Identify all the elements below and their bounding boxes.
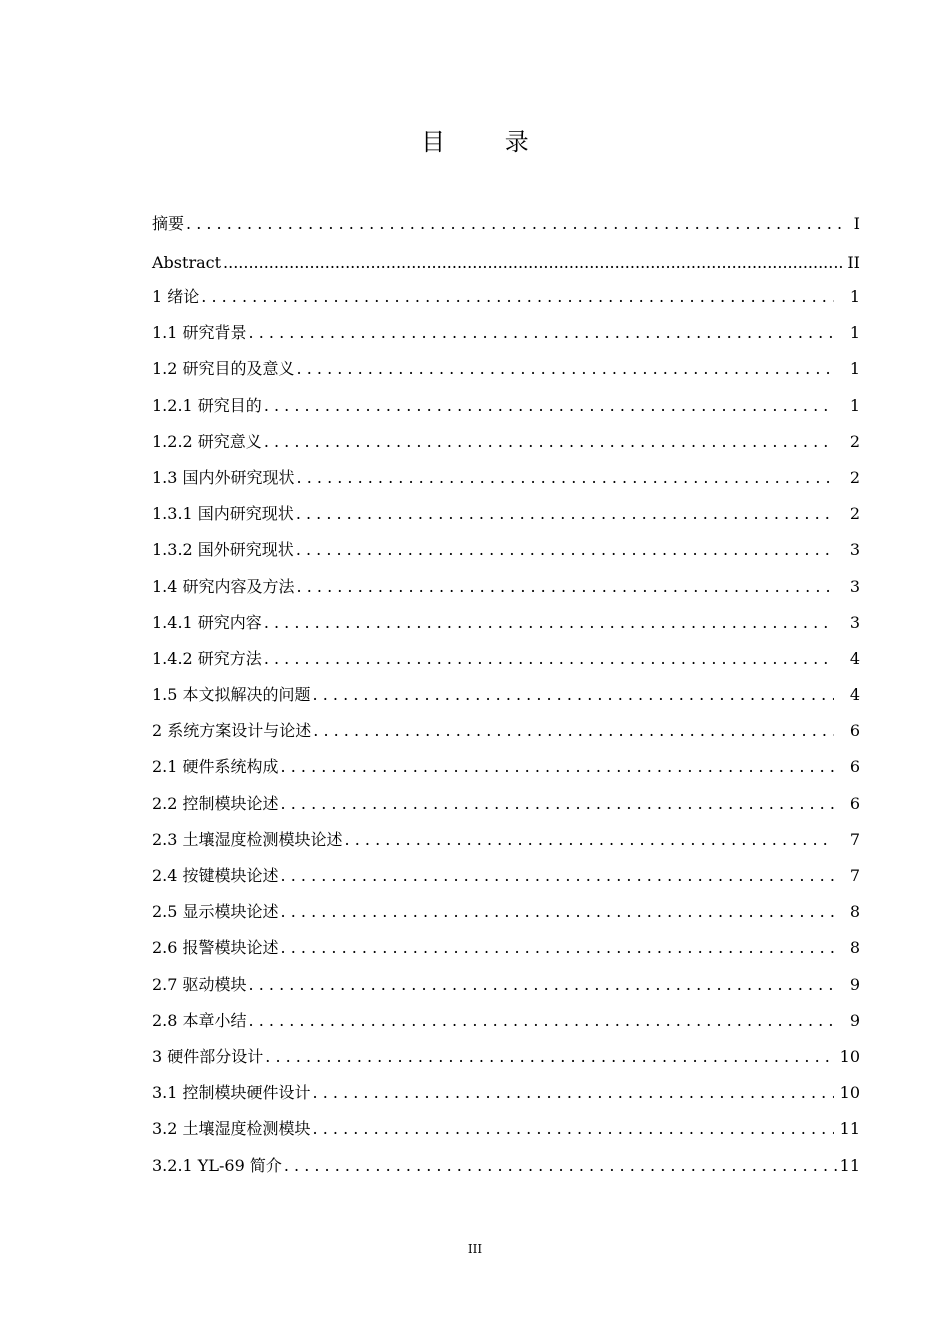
- toc-leader-dots: [296, 538, 834, 562]
- toc-entry[interactable]: [152, 611, 860, 647]
- toc-leader-dots: [297, 357, 834, 381]
- toc-entry-label: 2.3 土壤湿度检测模块论述: [152, 829, 343, 849]
- toc-entry-label: 1.4.1 研究内容: [152, 612, 262, 632]
- toc-entry-page: 6: [849, 721, 860, 741]
- toc-entry[interactable]: [152, 575, 860, 611]
- toc-leader-dots: [264, 611, 834, 635]
- toc-leader-dots: [313, 683, 834, 707]
- toc-entry[interactable]: [152, 212, 860, 251]
- toc-entry-page: 7: [849, 866, 860, 885]
- toc-entry-page: 9: [849, 974, 860, 994]
- toc-entry-label: 2.1 硬件系统构成: [152, 757, 279, 777]
- toc-entry-page: 4: [849, 685, 860, 705]
- toc-entry-page: 3: [849, 612, 860, 632]
- toc-entry[interactable]: [152, 683, 860, 719]
- toc-entry-page: 10: [839, 1046, 860, 1066]
- toc-leader-dots: [201, 285, 834, 309]
- toc-entry-page: 6: [849, 757, 860, 777]
- toc-entry-label: 2.7 驱动模块: [152, 974, 247, 994]
- toc-entry-page: 1: [849, 359, 860, 379]
- toc-entry-label: 2.8 本章小结: [152, 1010, 247, 1030]
- toc-entry-page: II: [847, 253, 860, 272]
- toc-entry-page: 1: [849, 395, 860, 415]
- toc-entry[interactable]: [152, 936, 860, 972]
- toc-entry-label: 1.2.1 研究目的: [152, 395, 262, 415]
- toc-entry-label: 2.5 显示模块论述: [152, 902, 279, 922]
- toc-entry-page: 11: [839, 1119, 860, 1139]
- toc-entry-page: 1: [849, 287, 860, 306]
- toc-entry-label: 3.1 控制模块硬件设计: [152, 1083, 311, 1103]
- toc-entry[interactable]: [152, 1081, 860, 1117]
- toc-entry[interactable]: [152, 647, 860, 683]
- toc-leader-dots: [296, 502, 834, 526]
- toc-leader-dots: [281, 755, 834, 779]
- toc-entry-page: 2: [849, 431, 860, 451]
- toc-entry-page: 2: [849, 504, 860, 524]
- toc-entry[interactable]: [152, 357, 860, 393]
- toc-entry[interactable]: [152, 1154, 860, 1190]
- toc-entry-page: 6: [849, 793, 860, 813]
- toc-entry[interactable]: [152, 973, 860, 1009]
- toc-leader-dots: [264, 647, 834, 671]
- toc-leader-dots: [264, 394, 834, 418]
- toc-entry-label: 3 硬件部分设计: [152, 1046, 264, 1066]
- toc-entry[interactable]: [152, 430, 860, 466]
- footer-page-number: III: [467, 1242, 483, 1256]
- toc-entry-label: 2.4 按键模块论述: [152, 866, 279, 885]
- toc-entry-label: 2.2 控制模块论述: [152, 793, 279, 813]
- toc-entry-label: 3.2.1 YL-69 简介: [152, 1155, 282, 1175]
- toc-entry-label: 3.2 土壤湿度检测模块: [152, 1119, 311, 1139]
- toc-entry[interactable]: [152, 1045, 860, 1081]
- toc-entry[interactable]: [152, 1117, 860, 1153]
- toc-leader-dots: [249, 321, 834, 345]
- toc-entry-page: I: [853, 214, 860, 233]
- toc-entry-label: 1.4.2 研究方法: [152, 648, 262, 668]
- toc-entry-page: 1: [849, 323, 860, 343]
- toc-entry-label: 2.6 报警模块论述: [152, 938, 279, 958]
- toc-entry[interactable]: [152, 394, 860, 430]
- toc-entry[interactable]: [152, 792, 860, 828]
- toc-leader-dots: [313, 719, 834, 743]
- toc-entry-page: 2: [849, 467, 860, 487]
- toc-leader-dots: [186, 212, 846, 236]
- toc-entry-label: 1.3 国内外研究现状: [152, 467, 295, 487]
- toc-leader-dots: [264, 430, 834, 454]
- toc-leader-dots: [281, 936, 834, 960]
- toc-entry-page: 9: [849, 1010, 860, 1030]
- page-title: 目 录: [421, 128, 555, 156]
- toc-entry-label: 1.4 研究内容及方法: [152, 576, 295, 596]
- toc-leader-dots: [297, 466, 834, 490]
- toc-entry-page: 3: [849, 576, 860, 596]
- toc-entry[interactable]: [152, 755, 860, 791]
- toc-leader-dots: [284, 1154, 838, 1178]
- toc-entry[interactable]: [152, 285, 860, 321]
- toc-leader-dots: [281, 864, 834, 888]
- toc-leader-dots: [297, 575, 834, 599]
- toc-entry-label: 1.2.2 研究意义: [152, 431, 262, 451]
- toc-leader-dots: [281, 900, 834, 924]
- toc-entry-page: 8: [849, 938, 860, 958]
- table-of-contents: [152, 212, 860, 1190]
- toc-entry[interactable]: [152, 1009, 860, 1045]
- toc-entry-label: 2 系统方案设计与论述: [152, 721, 312, 741]
- toc-entry[interactable]: [152, 251, 860, 285]
- toc-leader-dots: [313, 1117, 834, 1141]
- toc-entry[interactable]: [152, 719, 860, 755]
- toc-entry[interactable]: [152, 828, 860, 864]
- toc-entry-label: 1.3.2 国外研究现状: [152, 540, 294, 560]
- toc-entry-label: 1.2 研究目的及意义: [152, 359, 295, 379]
- toc-entry-label: 1.1 研究背景: [152, 323, 247, 343]
- toc-entry[interactable]: [152, 321, 860, 357]
- toc-leader-dots: [313, 1081, 834, 1105]
- toc-entry-label: Abstract: [152, 253, 222, 272]
- toc-entry[interactable]: [152, 900, 860, 936]
- toc-entry-page: 8: [849, 902, 860, 922]
- toc-entry-label: 摘要: [152, 214, 185, 233]
- toc-entry[interactable]: [152, 502, 860, 538]
- toc-entry-label: 1.5 本文拟解决的问题: [152, 685, 311, 705]
- toc-leader-dots: [249, 1009, 834, 1033]
- toc-entry-label: 1.3.1 国内研究现状: [152, 504, 294, 524]
- toc-entry-page: 3: [849, 540, 860, 560]
- toc-entry[interactable]: [152, 466, 860, 502]
- toc-entry-page: 10: [839, 1083, 860, 1103]
- toc-leader-dots: [345, 828, 834, 852]
- toc-entry-page: 7: [849, 829, 860, 849]
- toc-entry[interactable]: [152, 864, 860, 900]
- toc-entry[interactable]: [152, 538, 860, 574]
- toc-leader-dots: [249, 973, 834, 997]
- toc-entry-label: 1 绪论: [152, 287, 200, 306]
- toc-leader-dots: [281, 792, 834, 816]
- toc-leader-dots: [223, 251, 845, 275]
- toc-entry-page: 4: [849, 648, 860, 668]
- toc-entry-page: 11: [839, 1155, 860, 1175]
- toc-leader-dots: [265, 1045, 834, 1069]
